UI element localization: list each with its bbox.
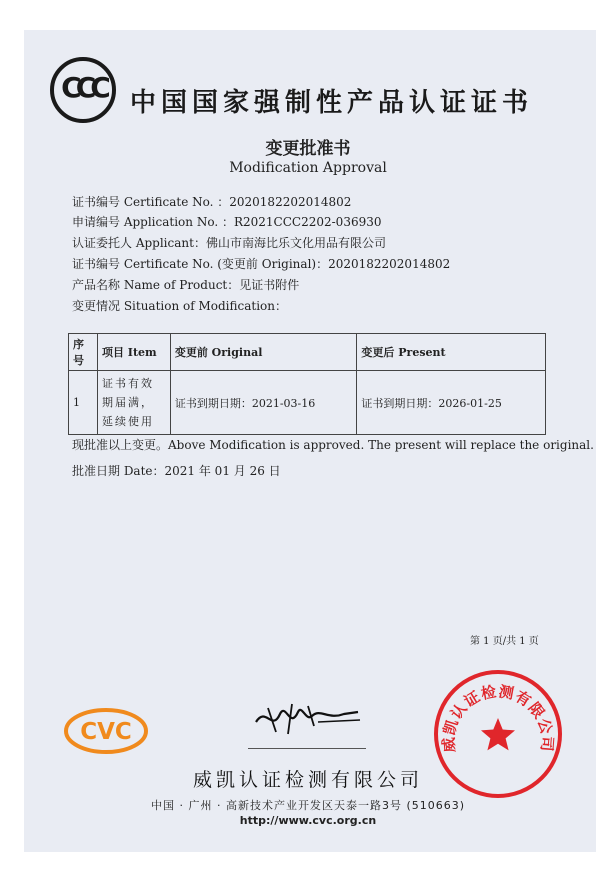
row-seq: 1 <box>69 371 98 435</box>
page-number: 第 1 页/共 1 页 <box>470 636 539 647</box>
seal-star-icon <box>481 718 515 750</box>
cvc-logo-text: CVC <box>80 719 132 745</box>
cvc-logo <box>63 707 149 755</box>
certificate-number: 证书编号 Certificate No. ：2020182202014802 <box>72 195 352 209</box>
table-row <box>69 371 546 435</box>
company-name: 威凯认证检测有限公司 <box>192 769 423 791</box>
column-header-present: 变更后 Present <box>357 334 546 371</box>
row-present: 证书到期日期：2026-01-25 <box>357 371 546 435</box>
row-original: 证书到期日期：2021-03-16 <box>170 371 357 435</box>
column-header-original: 变更前 Original <box>170 334 357 371</box>
approval-title-cn: 变更批准书 <box>265 139 351 159</box>
signature-line <box>248 748 366 749</box>
original-certificate-number: 证书编号 Certificate No. (变更前 Original)：2020182202014802 <box>72 257 451 271</box>
company-website: http://www.cvc.org.cn <box>239 814 377 827</box>
approval-title-en: Modification Approval <box>229 160 387 176</box>
modification-situation-label: 变更情况 Situation of Modification： <box>72 299 288 313</box>
approval-date: 批准日期 Date：2021 年 01 月 26 日 <box>72 464 281 478</box>
modification-table <box>68 333 546 435</box>
column-header-seq: 序号 <box>69 334 98 371</box>
ccc-logo-text: CCC <box>61 71 105 104</box>
column-header-item: 项目 Item <box>97 334 170 371</box>
signature <box>248 692 366 740</box>
row-item: 证书有效期届满，延续使用 <box>97 371 170 435</box>
approval-statement: 现批准以上变更。Above Modification is approved. The present will replace the original. <box>72 438 594 452</box>
application-number: 申请编号 Application No. ：R2021CCC2202-036930 <box>72 215 382 229</box>
ccc-logo <box>50 57 116 123</box>
certificate-title: 中国国家强制性产品认证证书 <box>130 88 534 118</box>
applicant: 认证委托人 Applicant：佛山市南海比乐文化用品有限公司 <box>72 236 386 250</box>
table-header-row <box>69 334 546 371</box>
product-name: 产品名称 Name of Product：见证书附件 <box>72 278 300 292</box>
company-address: 中国 · 广州 · 高新技术产业开发区天泰一路3号 (510663) <box>150 799 466 812</box>
seal-text: 威凯认证检测有限公司 <box>439 682 557 754</box>
